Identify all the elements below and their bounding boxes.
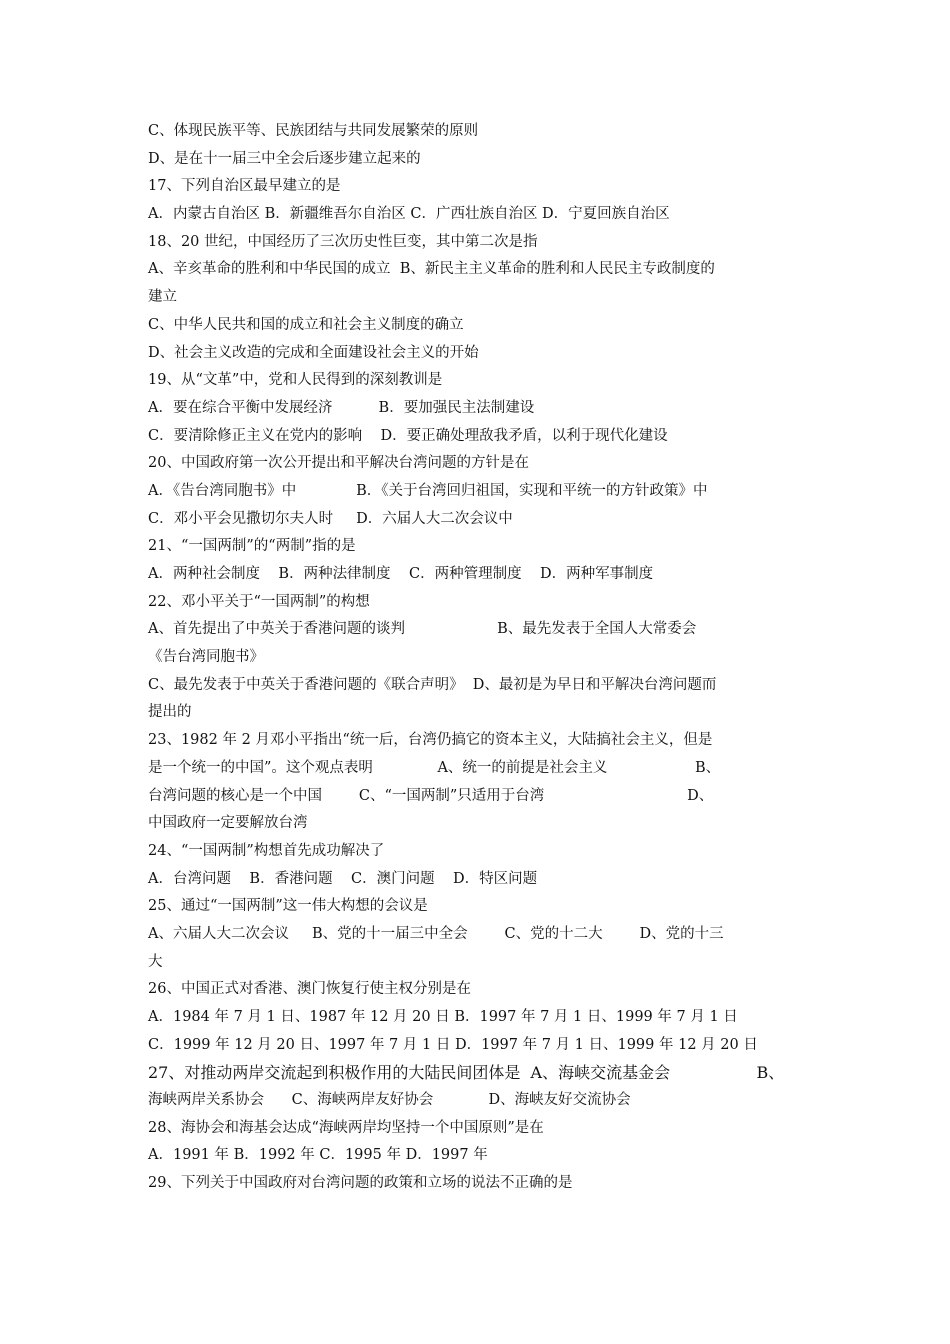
text-line: A．1991 年 B．1992 年 C．1995 年 D．1997 年 (148, 1147, 488, 1164)
question-26: 26、中国正式对香港、澳门恢复行使主权分别是在 (148, 981, 471, 998)
text-line: A．内蒙古自治区 B．新疆维吾尔自治区 C．广西壮族自治区 D．宁夏回族自治区 (148, 206, 670, 223)
text-line: 提出的 (148, 704, 192, 721)
text-line: A．《告台湾同胞书》中 B．《关于台湾回归祖国，实现和平统一的方针政策》中 (148, 482, 708, 499)
text-line: 中国政府一定要解放台湾 (148, 815, 308, 832)
text-line: 大 (148, 953, 163, 970)
text-line: C、最先发表于中英关于香港问题的《联合声明》 D、最初是为早日和平解决台湾问题而 (148, 676, 717, 693)
text-line: 《告台湾同胞书》 (148, 649, 264, 666)
question-20: 20、中国政府第一次公开提出和平解决台湾问题的方针是在 (148, 455, 529, 472)
text-line: C、体现民族平等、民族团结与共同发展繁荣的原则 (148, 123, 479, 139)
question-25: 25、通过“一国两制”这一伟大构想的会议是 (148, 898, 428, 915)
text-line: A、首先提出了中英关于香港问题的谈判 B、最先发表于全国人大常委会 (148, 621, 697, 638)
text-line: 是一个统一的中国”。这个观点表明 A、统一的前提是社会主义 B、 (148, 759, 721, 776)
question-29: 29、下列关于中国政府对台湾问题的政策和立场的说法不正确的是 (148, 1175, 573, 1192)
question-24: 24、“一国两制”构想首先成功解决了 (148, 842, 385, 859)
text-line: A．两种社会制度 B．两种法律制度 C．两种管理制度 D．两种军事制度 (148, 566, 654, 582)
question-17: 17、下列自治区最早建立的是 (148, 178, 341, 195)
question-28: 28、海协会和海基会达成“海峡两岸均坚持一个中国原则”是在 (148, 1119, 544, 1136)
text-line: 建立 (148, 289, 177, 306)
text-line: D、社会主义改造的完成和全面建设社会主义的开始 (148, 344, 479, 361)
question-18: 18、20 世纪，中国经历了三次历史性巨变，其中第二次是指 (148, 233, 538, 250)
question-21: 21、“一国两制”的“两制”指的是 (148, 538, 356, 555)
text-line: A．台湾问题 B．香港问题 C．澳门问题 D．特区问题 (148, 870, 538, 887)
text-line: D、是在十一届三中全会后逐步建立起来的 (148, 150, 421, 167)
text-line: A、辛亥革命的胜利和中华民国的成立 B、新民主主义革命的胜利和人民民主专政制度的 (148, 261, 715, 278)
text-line: A．1984 年 7 月 1 日、1987 年 12 月 20 日 B．1997 年 7 月 1 日、1999 年 7 月 1 日 (148, 1009, 738, 1025)
text-line: C、中华人民共和国的成立和社会主义制度的确立 (148, 316, 464, 333)
question-19: 19、从“文革”中，党和人民得到的深刻教训是 (148, 372, 443, 389)
document-page (148, 118, 808, 1198)
question-27: 27、对推动两岸交流起到积极作用的大陆民间团体是 A、海峡交流基金会 B、 (148, 1063, 785, 1083)
text-line: A．要在综合平衡中发展经济 B．要加强民主法制建设 (148, 399, 535, 416)
text-line: C．邓小平会见撒切尔夫人时 D．六届人大二次会议中 (148, 510, 513, 527)
question-23: 23、1982 年 2 月邓小平指出“统一后，台湾仍搞它的资本主义，大陆搞社会主义，但是 (148, 732, 713, 749)
text-line: 台湾问题的核心是一个中国 C、“一国两制”只适用于台湾 D、 (148, 787, 714, 804)
text-line: C．要清除修正主义在党内的影响 D．要正确处理敌我矛盾，以利于现代化建设 (148, 427, 668, 444)
text-line: 海峡两岸关系协会 C、海峡两岸友好协会 D、海峡友好交流协会 (148, 1092, 631, 1109)
text-line: C．1999 年 12 月 20 日、1997 年 7 月 1 日 D．1997 年 7 月 1 日、1999 年 12 月 20 日 (148, 1036, 758, 1053)
question-22: 22、邓小平关于“一国两制”的构想 (148, 593, 370, 610)
text-line: A、六届人大二次会议 B、党的十一届三中全会 C、党的十二大 D、党的十三 (148, 925, 724, 942)
